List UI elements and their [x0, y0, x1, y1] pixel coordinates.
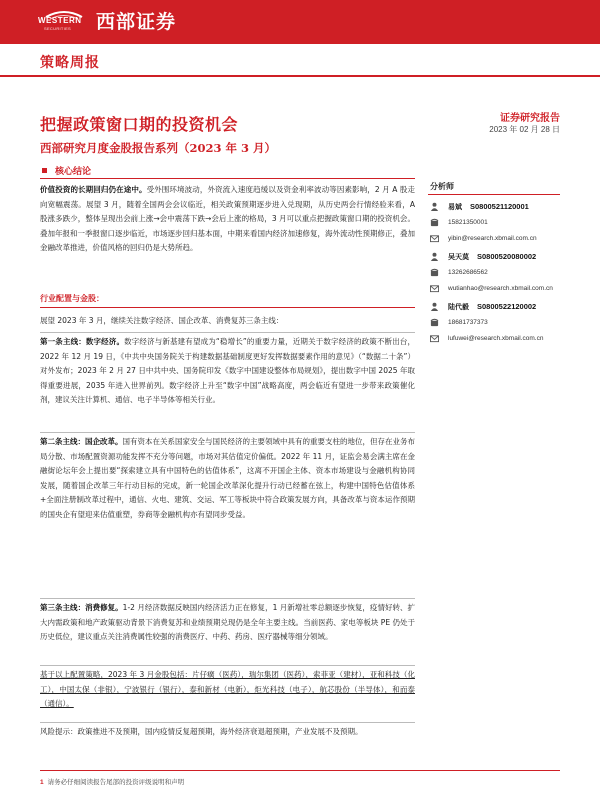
logo-sub-text: SECURITIES	[44, 26, 72, 31]
divider	[40, 332, 415, 333]
analyst-phone: 15821350001	[448, 219, 488, 226]
divider	[40, 432, 415, 433]
logo-chinese-name: 西部证券	[96, 11, 177, 33]
theme-3-text: 1-2 月经济数据反映国内经济活力正在修复，1 月新增社零总额逐步恢复，疫情好转、扩大内需政策和地产政策驱动背景下消费复苏和业绩预期兑现仍是全年主要主线。当前医药、家电等板块 PE 仍处于历史低位，建议重点关注消费属性较强的消费医疗、中药、药房、医疗器械等细分领域。	[40, 603, 416, 642]
risk-paragraph: 风险提示：政策推进不及预期，国内疫情反复超预期，海外经济衰退超预期，产业发展不及预期。	[40, 727, 363, 736]
page-footer	[40, 777, 184, 786]
analyst-phone: 18681737373	[448, 319, 488, 326]
analyst-divider	[428, 194, 560, 195]
logo-latin-text: WESTERN	[38, 16, 82, 25]
phone-icon	[430, 268, 439, 277]
theme-1-bold: 第一条主线：数字经济。	[40, 337, 125, 346]
golden-stocks-paragraph: 基于以上配置策略，2023 年 3 月金股包括：片仔癀（医药），瑞尔集团（医药），索菲亚（建材），亚和科技（化工），中国太保（非银），宁波银行（银行），泰和新材（电新），炬光科技（电子），航芯股份（半导体），和而泰（通信）。	[40, 670, 415, 709]
report-type: 证券研究报告	[500, 113, 560, 124]
phone-icon	[430, 318, 439, 327]
core-bullet-icon	[42, 168, 47, 173]
theme-1-text: 数字经济与新基建有望成为“稳增长”的重要力量，近期关于数字经济的政策不断出台，2022 年 12 月 19 日，《中共中央国务院关于构建数据基础制度更好发挥数据要素作用的意见》（“数据二十条”）对外发布；2023 年 2 月 27 日中共中央、国务院印发《数字中国建设整体布局规划》，提出数字中国 2025 年取得重要进展，2035 年进入世界前列。数字经济上升至“数字中国”战略高度，两会临近有望进一步带来政策催化剂，建议关注计算机、通信、电子半导体等相关行业。	[40, 337, 415, 405]
theme-2-text: 国有资本在关系国家安全与国民经济的主要领域中具有的重要支柱的地位，但存在业务布局分散、市场配置资源功能发挥不充分等问题，市场对其估值定价偏低。2022 年 11 月，证监会易会满主席在金融街论坛年会上提出要“探索建立具有中国特色的估值体系”，这离不开国企主体、资本市场建设与金融机构协同发展，随着国企改革三年行动目标的完成，新一轮国企改革深化提升行动已经蓄在弦上，构建中国特色估值体系+全面注册制改革过程中，通信、火电、建筑、交运、军工等板块中符合政策发展方向，具备改革与资本运作预期的国央企有望迎来估值重塑，券商等金融机构亦有望同步受益。	[40, 437, 415, 519]
analyst-panel-title: 分析师	[430, 182, 454, 191]
person-icon	[430, 252, 439, 261]
analyst-name: 陆代毅	[448, 303, 469, 311]
email-icon	[430, 334, 439, 343]
divider	[40, 722, 415, 723]
core-intro-bold: 价值投资的长期回归仍在途中。	[40, 185, 147, 194]
theme-paragraph-3	[40, 601, 415, 645]
analyst-email[interactable]: yibin@research.xbmail.com.cn	[448, 235, 537, 242]
analyst-name: 吴天莫	[448, 253, 469, 261]
core-label: 核心结论	[55, 167, 92, 177]
email-icon	[430, 284, 439, 293]
page-title: 把握政策窗口期的投资机会	[40, 115, 239, 134]
theme-3-bold: 第三条主线：消费修复。	[40, 603, 123, 612]
analyst-phone: 13262686562	[448, 269, 488, 276]
core-divider	[40, 178, 415, 179]
footer-divider	[40, 770, 560, 771]
theme-2-bold: 第二条主线：国企改革。	[40, 437, 123, 446]
divider	[40, 598, 415, 599]
footer-disclaimer: 请务必仔细阅读报告尾部的投资评级说明和声明	[47, 778, 185, 786]
page-number: 1	[40, 779, 44, 786]
industry-divider	[40, 307, 415, 308]
theme-paragraph-1	[40, 335, 415, 408]
divider	[40, 665, 415, 666]
report-date: 2023 年 02 月 28 日	[489, 125, 560, 134]
brand-header	[0, 0, 600, 44]
page-subtitle: 西部研究月度金股报告系列（2023 年 3 月）	[40, 141, 277, 155]
theme-paragraph-2	[40, 435, 415, 523]
analyst-panel	[428, 178, 560, 374]
analyst-code: S0800520080002	[477, 252, 537, 261]
analyst-email[interactable]: wutianhao@research.xbmail.com.cn	[448, 285, 553, 292]
section-label: 策略周报	[40, 55, 100, 71]
email-icon	[430, 234, 439, 243]
industry-lead: 展望 2023 年 3 月，继续关注数字经济、国企改革、消费复苏三条主线：	[40, 316, 284, 325]
analyst-name: 易斌	[448, 203, 462, 211]
analyst-code: S0800521120001	[470, 202, 529, 211]
analyst-code: S0800522120002	[477, 302, 537, 311]
industry-heading: 行业配置与金股：	[40, 294, 104, 303]
person-icon	[430, 202, 439, 211]
header-divider	[0, 75, 600, 77]
core-paragraph	[40, 183, 415, 256]
analyst-email[interactable]: lufuwei@research.xbmail.com.cn	[448, 335, 544, 342]
phone-icon	[430, 218, 439, 227]
person-icon	[430, 302, 439, 311]
core-intro-text: 受外围环境波动，外资流入速度趋缓以及资金利率波动等因素影响，2 月 A 股走向宽幅震荡。展望 3 月，随着全国两会会议临近，相关政策预期逐步进入兑现期，从历史两会行情经验来看，A 股涨多跌少，整体呈现出会前上涨→会中震荡下跌→会后上涨的格局，3 月可以重点把握政策窗口期的投资机会。叠加年报和一季报窗口逐步临近，市场逐步回归基本面，中期来看国内经济加速修复，海外流动性预期修正，叠加金融改革推进，价值风格的回归仍是大势所趋。	[40, 185, 415, 253]
